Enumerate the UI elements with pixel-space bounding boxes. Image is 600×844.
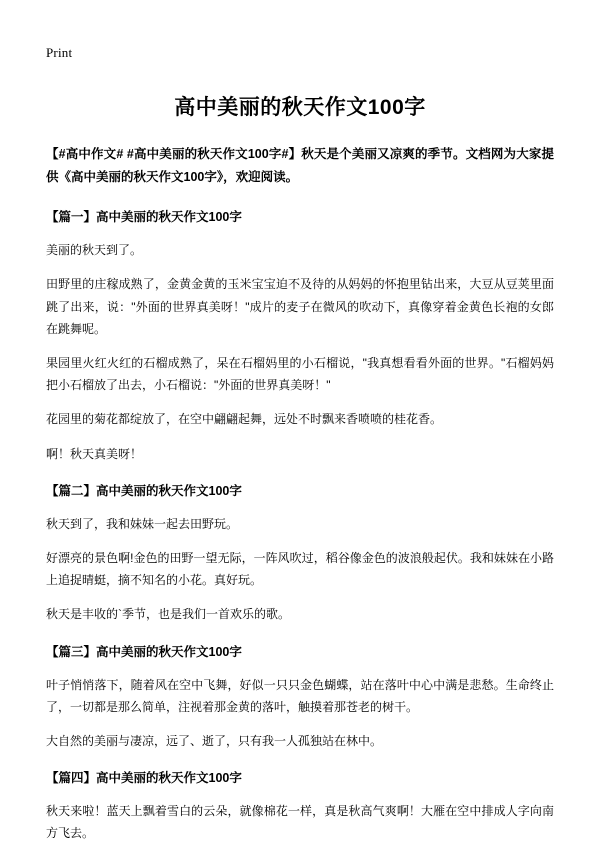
section-2 bbox=[46, 481, 554, 626]
paragraph: 花园里的菊花都绽放了，在空中翩翩起舞，远处不时飘来香喷喷的桂花香。 bbox=[46, 412, 443, 427]
paragraph: 果园里火红火红的石榴成熟了，呆在石榴妈里的小石榴说，"我真想看看外面的世界。"石榴妈妈把小石榴放了出去，小石榴说："外面的世界真美呀！" bbox=[46, 356, 554, 393]
paragraph: 秋天是丰收的`季节，也是我们一首欢乐的歌。 bbox=[46, 607, 290, 622]
section-4 bbox=[46, 768, 554, 844]
paragraph: 好漂亮的景色啊!金色的田野一望无际，一阵风吹过，稻谷像金色的波浪般起伏。我和妹妹在小路上追捉晴蜓，摘不知名的小花。真好玩。 bbox=[46, 550, 554, 588]
paragraph: 啊！秋天真美呀！ bbox=[46, 446, 143, 461]
paragraph: 秋天到了，我和妹妹一起去田野玩。 bbox=[46, 516, 239, 531]
print-link[interactable]: Print bbox=[46, 45, 73, 60]
section-3 bbox=[46, 642, 554, 753]
document-lead: 【#高中作文# #高中美丽的秋天作文100字#】秋天是个美丽又凉爽的季节。文档网为大家提供《高中美丽的秋天作文100字》，欢迎阅读。 bbox=[46, 147, 554, 185]
page-title: 高中美丽的秋天作文100字 bbox=[174, 96, 426, 119]
section-heading: 【篇一】高中美丽的秋天作文100字 bbox=[46, 210, 242, 225]
section-heading: 【篇二】高中美丽的秋天作文100字 bbox=[46, 483, 242, 498]
paragraph: 田野里的庄稼成熟了，金黄金黄的玉米宝宝迫不及待的从妈妈的怀抱里钻出来，大豆从豆荚里面跳了出来，说："外面的世界真美呀！"成片的麦子在微风的吹动下，真像穿着金黄色长袍的女郎在跳舞呢。 bbox=[46, 277, 554, 336]
paragraph: 美丽的秋天到了。 bbox=[46, 243, 143, 258]
paragraph: 大自然的美丽与凄凉，远了、逝了，只有我一人孤独站在林中。 bbox=[46, 733, 383, 748]
section-heading: 【篇四】高中美丽的秋天作文100字 bbox=[46, 771, 242, 786]
paragraph: 秋天来啦！蓝天上飘着雪白的云朵，就像棉花一样，真是秋高气爽啊！大雁在空中排成人字向南方飞去。 bbox=[46, 804, 554, 841]
section-1 bbox=[46, 207, 554, 465]
paragraph: 叶子悄悄落下，随着风在空中飞舞，好似一只只金色蝴蝶，站在落叶中心中满是悲愁。生命终止了，一切都是那么简单，注视着那金黄的落叶，触摸着那苍老的树干。 bbox=[46, 677, 554, 714]
section-heading: 【篇三】高中美丽的秋天作文100字 bbox=[46, 644, 242, 659]
